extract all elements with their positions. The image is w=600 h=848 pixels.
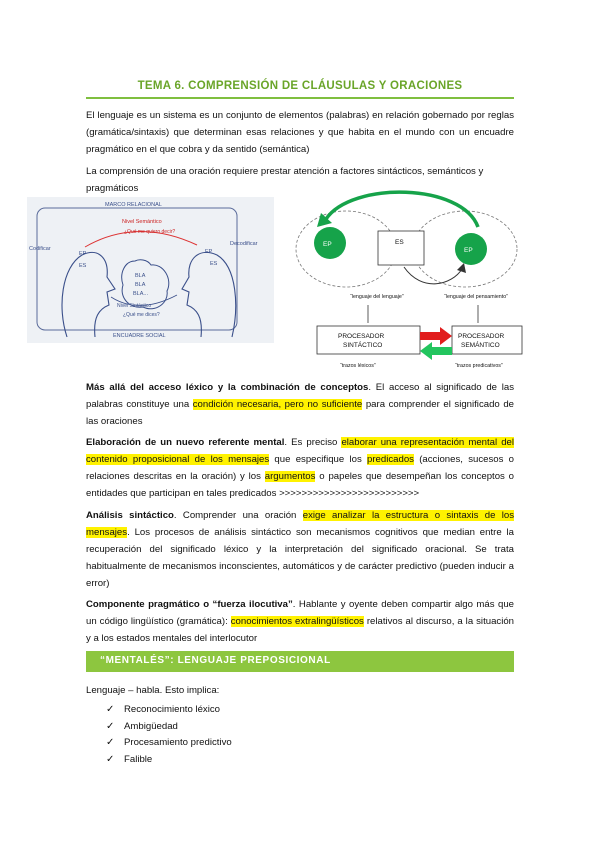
list-item: ✓ Procesamiento predictivo (106, 735, 232, 752)
diagram-ep-left: EP (323, 241, 332, 248)
paragraph-componente-pragmatico: Componente pragmático o “fuerza ilocutiva”. Hablante y oyente deben compartir algo más que un código lingüístico (gramática): conocimientos extralingüísticos relativos al discurso, a la situación y a los estados mentales del interlocutor (86, 599, 515, 644)
diagram-ep-right: EP (464, 247, 473, 254)
procesador-sintactico-2: SINTÁCTICO (343, 342, 383, 349)
check-icon: ✓ (106, 704, 115, 715)
intro-paragraph: El lenguaje es un sistema es un conjunto de elementos (palabras) en relación gobernado por reglas (gramática/sintaxis) que determinan esas relaciones y que habita en el mundo con un encuadre pragmático en el que cobra y da sentido (semántica) (86, 110, 514, 155)
que-me-dices-label: ¿Qué me dices? (123, 312, 160, 318)
check-icon: ✓ (106, 753, 115, 765)
lenguaje-del-pensamiento: “lenguaje del pensamiento” (444, 294, 508, 300)
title-underline (86, 97, 514, 99)
section-header-bar (86, 651, 514, 672)
paragraph-analisis-sintactico: Análisis sintáctico. Comprender una oración exige analizar la estructura o sintaxis de los mensajes. Los procesos de análisis sintáctico son mecanismos cognitivos que median entre la recuperación del significado léxico y la interpretación del significado oracional. Se trata habitualmente de mecanismos inconscientes, automáticos y de carácter predictivo (pueden inducir a error) (86, 510, 515, 589)
paragraph-mas-alla: Más allá del acceso léxico y la combinación de conceptos. El acceso al significado de las palabras constituye una condición necesaria, pero no suficiente para comprender el significado de las oraciones (86, 382, 514, 427)
paragraph-referente-mental: Elaboración de un nuevo referente mental. Es preciso elaborar una representación mental del contenido proposicional de los mensajes que especifique los predicados (acciones, sucesos o relaciones descritas en la oración) y los argumentos o papeles que desempeñan los conceptos o entidades que participan en tales predicados >>>>>>>>>>>>>>>>>>>>>>>>> (86, 437, 514, 499)
trazos-lexicos: “trazos léxicos” (340, 363, 376, 369)
sketch-ep-right: EP (205, 249, 213, 255)
bla-1: BLA (135, 273, 146, 279)
comprension-paragraph: La comprensión de una oración requiere prestar atención a factores sintácticos, semánticos y pragmáticos (86, 166, 484, 194)
que-quiero-decir-label: ¿Qué me quiero decir? (124, 229, 176, 235)
decodificar-label: Decodificar (230, 241, 258, 247)
codificar-label: Codificar (29, 246, 51, 252)
list-item: ✓ Falible (106, 752, 232, 769)
procesador-sintactico-1: PROCESADOR (338, 333, 385, 340)
check-icon: ✓ (106, 737, 115, 748)
encuadre-social-label: ENCUADRE SOCIAL (113, 333, 166, 339)
trazos-predicativos: “trazos predicativos” (455, 363, 503, 369)
nivel-sintactico-label: Nivel Sintáctico (117, 303, 152, 309)
highlight: exige analizar la estructura o sintaxis de los mensajes (86, 510, 515, 538)
processor-diagram (292, 187, 524, 370)
lenguaje-habla-line: Lenguaje – habla. Esto implica: (86, 685, 220, 696)
list-item: ✓ Ambigüedad (106, 719, 232, 736)
highlight: predicados (367, 454, 414, 465)
highlight: argumentos (264, 471, 316, 482)
page-title: TEMA 6. COMPRENSIÓN DE CLÁUSULAS Y ORACIONES (137, 80, 463, 92)
highlight: conocimientos extralingüísticos (230, 616, 364, 627)
sketch-es-left: ES (79, 263, 87, 269)
bla-2: BLA (135, 282, 146, 288)
check-icon: ✓ (106, 720, 115, 732)
checklist (106, 702, 232, 768)
nivel-semantico-label: Nivel Semántico (122, 219, 162, 225)
section-title: “MENTALÉS”: LENGUAJE PREPOSICIONAL (100, 655, 331, 666)
marco-relacional-label: MARCO RELACIONAL (105, 202, 162, 208)
bla-3: BLA... (133, 291, 148, 297)
highlight: condición necesaria, pero no suficiente (192, 399, 363, 410)
sketch-ep-left: EP (79, 251, 87, 257)
communication-sketch (27, 197, 274, 343)
highlight: elaborar una representación mental del contenido proposicional de los mensajes (86, 437, 514, 465)
lenguaje-del-lenguaje: “lenguaje del lenguaje” (350, 294, 404, 300)
diagram-es: ES (395, 239, 404, 246)
sketch-es-right: ES (210, 261, 218, 267)
procesador-semantico-2: SEMÁNTICO (461, 342, 500, 349)
list-item: ✓ Reconocimiento léxico (106, 702, 232, 719)
procesador-semantico-1: PROCESADOR (458, 333, 505, 340)
